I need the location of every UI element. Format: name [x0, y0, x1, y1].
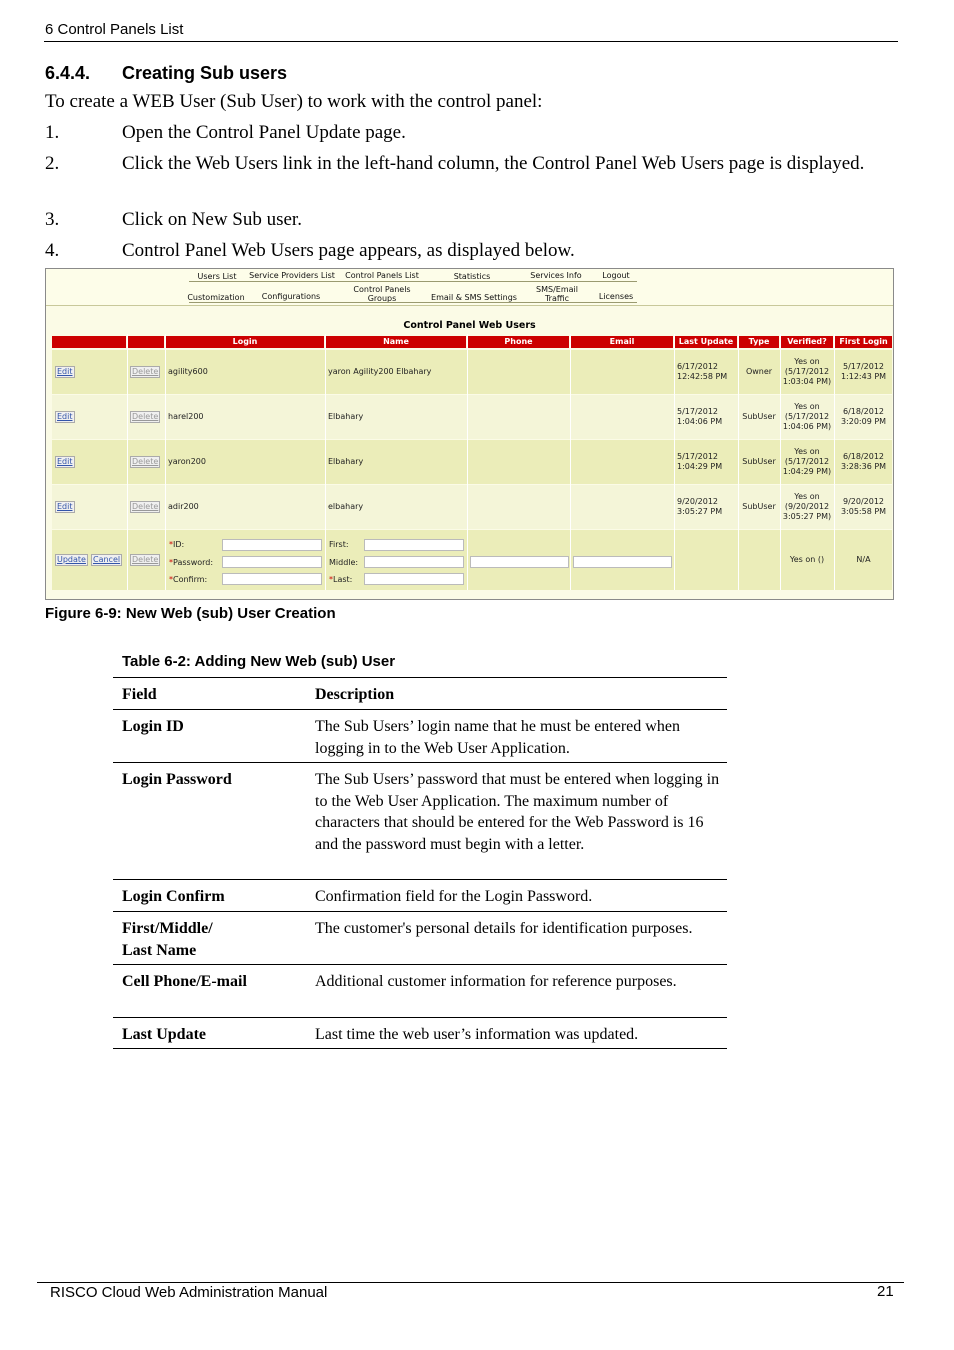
phone-cell: [470, 350, 569, 394]
email-cell: [573, 440, 673, 484]
step-text: Click on New Sub user.: [122, 209, 302, 230]
footer-divider: [37, 1282, 904, 1283]
cancel-button[interactable]: Cancel: [92, 555, 121, 564]
step-text: Open the Control Panel Update page.: [122, 122, 406, 143]
nav-configurations[interactable]: Configurations: [261, 292, 321, 301]
verified-cell: Yes on (9/20/2012 3:05:27 PM): [782, 492, 832, 521]
nav-sms-email-traffic[interactable]: SMS/Email Traffic: [536, 285, 578, 303]
table-caption: Table 6-2: Adding New Web (sub) User: [122, 653, 396, 670]
edit-button[interactable]: Edit: [57, 457, 73, 466]
table-row: [113, 964, 727, 1017]
nav-service-providers-list[interactable]: Service Providers List: [249, 271, 335, 280]
type-cell: SubUser: [742, 502, 776, 511]
delete-button[interactable]: Delete: [132, 367, 159, 376]
email-cell: [573, 395, 673, 439]
step-number: 2.: [45, 153, 60, 174]
last-name-input[interactable]: [364, 573, 464, 585]
web-users-screenshot: [45, 268, 894, 600]
confirm-label: *Confirm:: [169, 575, 208, 584]
edit-button[interactable]: Edit: [57, 502, 73, 511]
delete-button[interactable]: Delete: [132, 412, 159, 421]
email-input[interactable]: [573, 556, 672, 568]
field-description: Additional customer information for reference purposes.: [315, 973, 677, 990]
col-last-update: Last Update: [675, 336, 737, 348]
table-row: [52, 395, 892, 439]
field-name: Login ID: [122, 718, 184, 735]
table-row: [113, 762, 727, 879]
type-cell: Owner: [745, 367, 773, 376]
edit-button[interactable]: Edit: [57, 412, 73, 421]
field-header: Field: [122, 686, 157, 703]
type-cell: SubUser: [742, 412, 776, 421]
nav-services-info[interactable]: Services Info: [530, 271, 582, 280]
field-description: The customer's personal details for identification purposes.: [315, 920, 693, 937]
col-type: Type: [739, 336, 779, 348]
column-separator: [325, 334, 326, 590]
figure-caption: Figure 6-9: New Web (sub) User Creation: [45, 605, 336, 622]
table-bottom-rule: [113, 1048, 727, 1049]
field-description-table: [113, 677, 727, 1049]
field-description: The Sub Users’ password that must be entered when logging in to the Web User Application. The maximum number of characters that should be entered for the Web Password is 16 and the password must begin with a letter.: [315, 771, 720, 853]
verified-cell: Yes on (5/17/2012 1:04:06 PM): [782, 402, 832, 431]
table-row: [113, 911, 727, 964]
column-separator: [570, 334, 571, 590]
login-cell: harel200: [168, 412, 204, 421]
name-cell: Elbahary: [328, 412, 364, 421]
column-separator: [467, 334, 468, 590]
nav-logout[interactable]: Logout: [602, 271, 630, 280]
name-cell: Elbahary: [328, 457, 364, 466]
nav-customization[interactable]: Customization: [187, 293, 245, 302]
verified-cell: Yes on (5/17/2012 1:04:29 PM): [782, 447, 832, 476]
running-header: 6 Control Panels List: [45, 21, 184, 38]
web-users-grid: [52, 334, 892, 596]
page-number: 21: [877, 1283, 894, 1300]
intro-paragraph: To create a WEB User (Sub User) to work with the control panel:: [45, 91, 543, 112]
verified-cell: Yes on (5/17/2012 1:03:04 PM): [782, 357, 832, 386]
footer-title: RISCO Cloud Web Administration Manual: [50, 1284, 328, 1301]
table-header-row: [113, 677, 727, 709]
delete-button[interactable]: Delete: [132, 457, 159, 466]
header-divider: [44, 41, 898, 42]
new-first-login-cell: N/A: [856, 555, 871, 564]
field-name: First/Middle/ Last Name: [122, 920, 213, 959]
step-number: 4.: [45, 240, 60, 261]
nav-statistics[interactable]: Statistics: [453, 272, 491, 281]
col-verified: Verified?: [781, 336, 833, 348]
password-input[interactable]: [222, 556, 322, 568]
type-cell: SubUser: [742, 457, 776, 466]
phone-cell: [470, 440, 569, 484]
col-phone: Phone: [468, 336, 569, 348]
table-row: [52, 440, 892, 484]
step-text: Click the Web Users link in the left-hand column, the Control Panel Web Users page is displayed.: [122, 153, 865, 174]
table-row: [52, 485, 892, 529]
col-edit: [52, 336, 126, 348]
middle-name-label: Middle:: [329, 558, 359, 567]
section-title: Creating Sub users: [122, 63, 288, 83]
column-separator: [834, 334, 835, 590]
middle-name-input[interactable]: [364, 556, 464, 568]
login-cell: adir200: [168, 502, 199, 511]
top-navigation: [46, 269, 893, 306]
phone-cell: [470, 395, 569, 439]
field-name: Login Confirm: [122, 888, 225, 905]
login-id-input[interactable]: [222, 539, 322, 551]
col-delete: [128, 336, 164, 348]
nav-divider: [189, 281, 637, 282]
column-separator: [674, 334, 675, 590]
nav-control-panels-groups[interactable]: Control Panels Groups: [353, 285, 411, 303]
nav-control-panels-list[interactable]: Control Panels List: [345, 271, 419, 280]
column-separator: [165, 334, 166, 590]
first-login-cell: 6/18/2012 3:20:09 PM: [840, 407, 887, 426]
field-description: The Sub Users’ login name that he must be entered when logging in to the Web User Application.: [315, 718, 680, 757]
table-row: [52, 350, 892, 394]
last-update-cell: 5/17/2012 1:04:29 PM: [677, 452, 723, 471]
nav-divider: [189, 302, 637, 303]
first-login-cell: 5/17/2012 1:12:43 PM: [840, 362, 887, 381]
update-button[interactable]: Update: [57, 555, 86, 564]
nav-users-list[interactable]: Users List: [197, 272, 237, 281]
section-heading: [45, 63, 287, 84]
step-number: 1.: [45, 122, 60, 143]
last-name-label: *Last:: [329, 575, 353, 584]
column-separator: [738, 334, 739, 590]
field-name: Cell Phone/E-mail: [122, 973, 247, 990]
phone-cell: [470, 485, 569, 529]
first-name-label: First:: [329, 540, 349, 549]
last-update-cell: 9/20/2012 3:05:27 PM: [677, 497, 723, 516]
last-update-cell: 5/17/2012 1:04:06 PM: [677, 407, 723, 426]
new-user-row: [52, 530, 892, 590]
delete-button[interactable]: Delete: [132, 502, 159, 511]
first-name-input[interactable]: [364, 539, 464, 551]
step-number: 3.: [45, 209, 60, 230]
new-verified-cell: Yes on (): [789, 555, 825, 564]
field-description: Last time the web user’s information was updated.: [315, 1026, 639, 1043]
description-header: Description: [315, 686, 395, 703]
field-description: Confirmation field for the Login Password.: [315, 888, 593, 905]
column-separator: [780, 334, 781, 590]
nav-email-sms-settings[interactable]: Email & SMS Settings: [431, 293, 517, 302]
col-login: Login: [166, 336, 324, 348]
edit-button[interactable]: Edit: [57, 367, 73, 376]
step-text: Control Panel Web Users page appears, as displayed below.: [122, 240, 575, 261]
panel-title: Control Panel Web Users: [403, 320, 536, 331]
last-update-cell: 6/17/2012 12:42:58 PM: [677, 362, 728, 381]
delete-button[interactable]: Delete: [132, 555, 159, 564]
col-name: Name: [326, 336, 466, 348]
table-row: [113, 1017, 727, 1049]
table-row: [113, 709, 727, 762]
section-number: 6.4.4.: [45, 63, 91, 83]
col-email: Email: [571, 336, 673, 348]
name-cell: yaron Agility200 Elbahary: [328, 367, 432, 376]
table-row: [113, 879, 727, 911]
column-separator: [127, 334, 128, 590]
email-cell: [573, 350, 673, 394]
col-first-login: First Login: [835, 336, 892, 348]
field-name: Last Update: [122, 1026, 207, 1043]
field-name: Login Password: [122, 771, 232, 788]
id-label: *ID:: [169, 540, 185, 549]
phone-input[interactable]: [470, 556, 569, 568]
login-cell: agility600: [168, 367, 208, 376]
email-cell: [573, 485, 673, 529]
password-label: *Password:: [169, 558, 214, 567]
first-login-cell: 6/18/2012 3:28:36 PM: [840, 452, 887, 471]
login-cell: yaron200: [168, 457, 206, 466]
name-cell: elbahary: [328, 502, 364, 511]
first-login-cell: 9/20/2012 3:05:58 PM: [840, 497, 887, 516]
confirm-input[interactable]: [222, 573, 322, 585]
nav-licenses[interactable]: Licenses: [598, 292, 634, 301]
